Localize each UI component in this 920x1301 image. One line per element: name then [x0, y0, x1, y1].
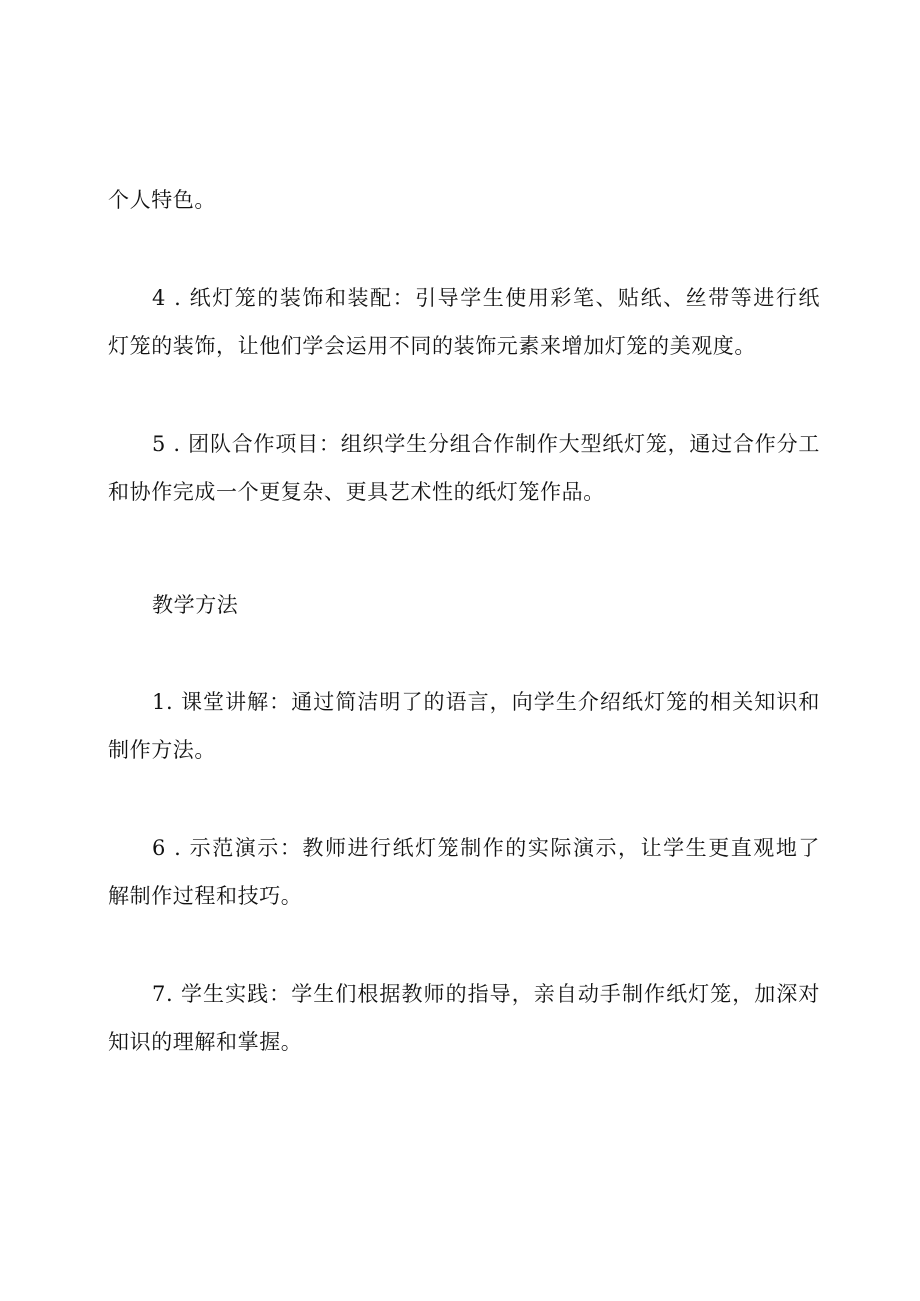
paragraph-line: 和协作完成一个更复杂、更具艺术性的纸灯笼作品。 — [108, 480, 605, 504]
paragraph-line: 灯笼的装饰，让他们学会运用不同的装饰元素来增加灯笼的美观度。 — [108, 334, 756, 358]
paragraph-line: 制作方法。 — [108, 738, 216, 762]
paragraph-line: 6 . 示范演示：教师进行纸灯笼制作的实际演示，让学生更直观地了 — [152, 836, 820, 860]
paragraph-line: 解制作过程和技巧。 — [108, 884, 303, 908]
paragraph-line: 7. 学生实践：学生们根据教师的指导，亲自动手制作纸灯笼，加深对 — [152, 982, 820, 1006]
paragraph-line: 1. 课堂讲解：通过简洁明了的语言，向学生介绍纸灯笼的相关知识和 — [152, 690, 820, 714]
paragraph-line: 个人特色。 — [108, 188, 216, 212]
paragraph-line: 4 . 纸灯笼的装饰和装配：引导学生使用彩笔、贴纸、丝带等进行纸 — [152, 286, 820, 310]
paragraph-line: 知识的理解和掌握。 — [108, 1030, 303, 1054]
paragraph-line: 5 . 团队合作项目：组织学生分组合作制作大型纸灯笼，通过合作分工 — [152, 432, 820, 456]
section-heading: 教学方法 — [152, 593, 239, 617]
